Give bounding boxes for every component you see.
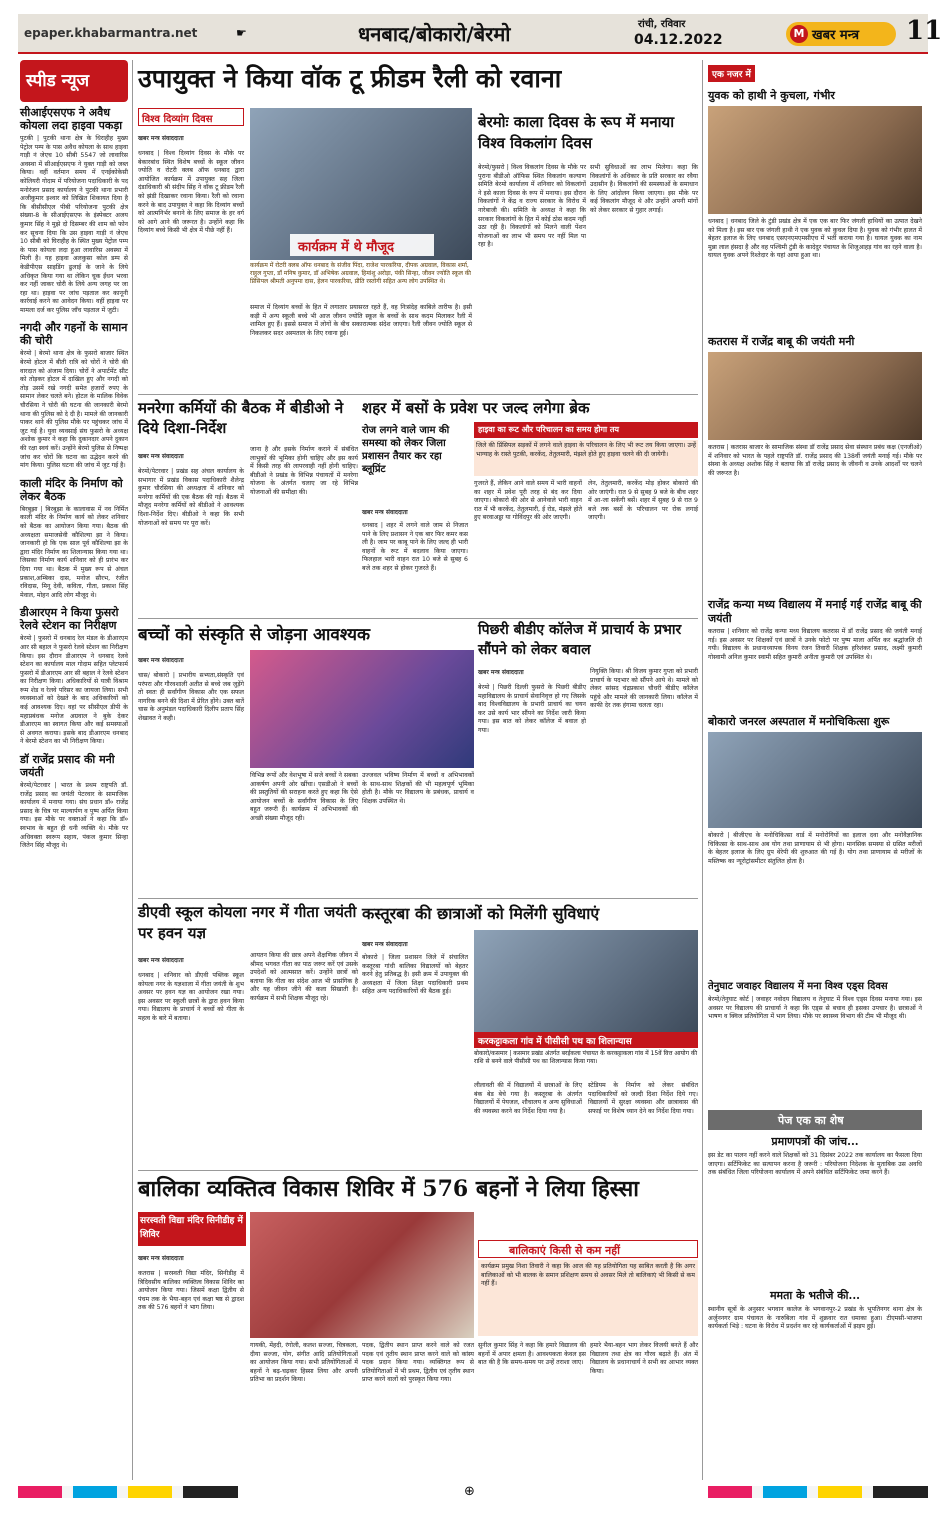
epaper-url[interactable]: epaper.khabarmantra.net [24,26,198,40]
kasturba-body-1: बोकारो | जिला प्रशासन जिले में संचालित कस्तूरबा गांधी बालिका विद्यालयों को बेहतर करने हेतु प्रतिबद्ध है। इसी क्रम में उपायुक्त की अध्यक्षता में जिला शिक्षा पदाधिकारी प्रथम सहित अन्य पदाधिकारियों की बैठक हुई। [362,954,468,996]
nazar-item-2-photo [708,352,922,440]
lead-tag [138,108,244,126]
speed-news-logo-text: स्पीड न्यूज [26,71,90,91]
kasturba-photo [474,930,698,1032]
lead-body-1: धनबाद | विश्व दिव्यांग दिवस के मौके पर बेकारबांध स्थित विशेष बच्चों के स्कूल जीवन ज्योति व रोटरी क्लब ऑफ धनबाद द्वारा आयोजित कार्यक्रम में उपायुक्त सह जिला दंडाधिकारी श्री संदीप सिंह ने वॉक टू फ्रीडम रैली को झंडी दिखाकर रवाना किया। रैली को रवाना करने के बाद उपायुक्त ने कहा कि दिव्यांग बच्चों को आत्मनिर्भर बनाने के लिए समाज के हर वर्ग को आगे आने की जरूरत है। उन्होंने कहा कि दिव्यांग बच्चे किसी भी क्षेत्र में पीछे नहीं हैं। [138,150,244,235]
bus-tag-text: हाइवा का रूट और परिचालन का समय होगा तय [478,425,620,434]
page-one-item-1-body: इस डेट का पालन नहीं करने वाले शिक्षकों को 31 दिसंबर 2022 तक कार्यालय का फैसला दिया जाएगा। सर्टिफिकेट का सत्यापन करना है जरूरी : परियोजना निदेशक के मुताबिक उस अवधि तक संबंधित जिला परियोजना कार्यालय में अपने संबंधित सर्टिफिकेट जमा करने हैं। [708,1152,922,1177]
brand-logo [786,22,896,46]
sanskriti-byline: खबर मन्त्र संवाददाता [138,657,184,664]
bus-bullet: रोज लगने वाले जाम की समस्या को लेकर जिला प्रशासन तैयार कर रहा ब्लूप्रिंट [362,425,450,475]
bus-byline: खबर मन्त्र संवाददाता [362,509,408,516]
sanskriti-photo [250,650,474,768]
shivir-byline: खबर मन्त्र संवाददाता [138,1255,184,1262]
bus-tag-body: जिले की प्रिंसिपल सड़कों में लगने वाले हाइवा के परिचालन के लिए भी रूट तय किया जाएगा। उन्हें भाग्याह के रास्ते पुटकी, करकेंद, तेतुलमारी, मंझले होते हुए हाइवा चलने की दी जायेगी। [474,440,698,476]
nazar-item-1-body: धनबाद | धनबाद जिले के टुंडी प्रखंड क्षेत्र में एक एक बार फिर जंगली हाथियों का उत्पात देखने को मिला है। इस बार एक जंगली हाथी ने एक युवक को कुचल दिया है। युवक को गंभीर हालत में बेहतर इलाज के लिए धनबाद एसएनएमएमसीएच में भर्ती कराया गया है। घायल युवक का नाम मुन्ना लाल हंसदा है और वह पश्चिमी टुंडी के कादेदुर पंचायत के शिजुआहड़ गांव का रहने वाला है। घायल युवक अपने रिश्तेदार के यहां आया हुआ था। [708,218,922,260]
kasturba-body-3: स्टेडियम के निर्माण को लेकर संबंधित पदाधिकारियों को जल्दी दिशा निर्देश दिये गए। विद्यालयों में सुरक्षा व्यवस्था और छात्रावास की सफाई पर विशेष ध्यान देने का निर्देश दिया गया। [588,1082,698,1115]
kasturba-photo-caption-title-text: करकट्टाकला गांव में पीसीसी पथ का शिलान्यास [478,1037,632,1047]
mgnrega-body-2: जाना है और इसके निर्माण कराने में संबंधित लाभुकों की भूमिका होनी चाहिए और इस कार्य में किसी तरह की लापरवाही नहीं होनी चाहिए। बीडीओ ने प्रखंड के विभिन्न पंचायतों में मनरेगा योजना के अंतर्गत चलाए जा रहे विभिन्न योजनाओं की समीक्षा की। [250,446,358,496]
nazar-item-5-body: बेरमो/तेनुघाट कोर्ट | जवाहर नवोदय विद्यालय व तेनुघाट में विश्व एड्स दिवस मनाया गया। इस अवसर पर विद्यालय की प्राचार्या ने कहा कि एड्स से बचाव ही इसका उपचार है। छात्राओं ने भाषण व क्विज प्रतियोगिता में भाग लिया। मौके पर स्वास्थ्य विभाग की टीम भी मौजूद थी। [708,996,922,1021]
city-day: रांची, रविवार [638,19,686,30]
footer-registration-bar [18,1484,928,1500]
speed-item-4-title: डीआरएम ने किया फुसरो रेलवे स्टेशन का निरीक्षण [20,606,119,633]
shivir-body-3: पदक, द्वितीय स्थान प्राप्त करने वाले को रजत पदक एवं तृतीय स्थान प्राप्त करने वाले को कांस्य पदक प्रदान किया गया। व्यक्तिगत रूप से प्रतियोगिताओं में भी प्रथम, द्वितीय एवं तृतीय स्थान प्राप्त करने वालों को पुरस्कृत किया गया। [362,1342,474,1384]
lead-body-2: समाज में दिव्यांग बच्चों के हित में लगातार प्रयासरत रहते हैं, वह निःसंदेह काबिले तारीफ है। इसी कड़ी में अन्य स्कूली बच्चे भी आज जीवन ज्योति स्कूल के बच्चों के साथ कदम मिलाकर रैली में शामिल हुए हैं। इससे समाज में लोगों के बीच सकारात्मक संदेश जाएगा। रैली जीवन ज्योति स्कूल से निकलकर सदर अस्पताल के लिए रवाना हुई। [250,304,472,337]
speed-news-logo [20,60,128,102]
registration-target-icon: ⊕ [464,1484,475,1499]
issue-date: 04.12.2022 [634,32,723,48]
bermo-disability-body-2: सभी सुविधाओं का लाभ मिलेगा। कहा कि विकलांगों के अधिकार के प्रति सरकार का रवैया उदासीन है। विकलांगों की समस्याओं के समाधान के लिए आंदोलन किया जाएगा। इस मौके पर कई विकलांग मौजूद थे और उन्होंने अपनी मांगों को लेकर सरकार से गुहार लगाई। [590,164,698,214]
section-divider [138,618,698,619]
shivir-tag-2-text: बालिकाएं किसी से कम नहीं [509,1244,620,1257]
lead-tag-text: विश्व दिव्यांग दिवस [142,114,213,125]
nazar-item-2-title: कतरास में राजेंद्र बाबू की जयंती मनी [708,335,855,348]
lead-photo [250,108,472,260]
edition-title: धनबाद/बोकारो/बेरमो [358,22,511,46]
mgnrega-headline: मनरेगा कर्मियों की बैठक में बीडीओ ने दिये दिशा-निर्देश [138,399,344,437]
cursor-icon: ☛ [236,26,247,40]
bermo-disability-headline: बेरमोः काला दिवस के रूप में मनाया विश्व विकलांग दिवस [478,113,675,152]
bus-body-1: धनबाद | शहर में लगने वाले जाम से निजात पाने के लिए प्रशासन ने एक बार फिर कमर कस ली है। जाम पर काबू पाने के लिए जल्द ही भारी वाहनों के रूट में बदलाव किया जाएगा। फिलहाल भारी वाहन रात 10 बजे से सुबह 6 बजे तक शहर से होकर गुजरते हैं। [362,522,468,572]
page-one-item-2-body: स्थानीय सूत्रों के अनुसार भगवान कालेज के भगवानपुर-2 प्रखंड के भूपतिनगर थाना क्षेत्र के अर्जुननगर ग्राम पंचायत के नारुबिला गांव में शुक्रवार रात धमाका हुआ। टीएमसी-भाजपा कार्यकर्ता भिड़े : घटना के विरोध में प्रदर्शन कर रहे कार्यकर्ताओं में झड़प हुई। [708,1306,922,1331]
nazar-item-4-photo [708,732,922,828]
section-divider [138,1170,698,1171]
kasturba-photo-caption-title [474,1032,698,1048]
kasturba-photo-caption: बोकारो/कसमार | कसमार प्रखंड अंतर्गत बरईकला पंचायत के करकट्टाकला गांव में 15वें वित्त आयोग की राशि से बनने वाले पीसीसी पथ का शिलान्यास किया गया। [474,1050,698,1065]
bus-tag [474,422,698,438]
nazar-item-3-body: कतरास | शनिवार को राजेंद्र कन्या मध्य विद्यालय कतरास में डॉ राजेंद्र प्रसाद की जयंती मनाई गई। इस अवसर पर शिक्षकों एवं छात्रों ने उनके फोटो पर पुष्प माला अर्पित कर श्रद्धांजलि दी गयी। विद्यालय के प्रधानाध्यापक विनय रंजन तिवारी शिक्षक हरिशंकर प्रसाद, लक्ष्मी कुमारी गोस्वामी अनिल कुमार स्वामी सहित कुमारी अनीता कुमारी एवं उपस्थित थे। [708,628,922,661]
kasturba-body-2: लीलावती की में विद्यालयों में छात्राओं के लिए बंक बेड बेचे गया है। कस्तूरबा के अंतर्गत विद्यालयों में पेयजल, शौचालय व अन्य सुविधाओं की व्यवस्था करने का निर्देश दिया गया है। [474,1082,582,1115]
speed-item-5-title: डॉ राजेंद्र प्रसाद की मनी जयंती [20,753,115,780]
shivir-photo [250,1212,474,1338]
nazar-item-4-body: बोकारो | बीजीएच के मनोचिकित्सा वार्ड में मनोरोगियों का इलाज दवा और मनोवैज्ञानिक चिकित्सा के साथ-साथ अब योग तथा प्राणायाम से भी होगा। मानसिक समस्या से ग्रसित मरीजों के बेहतर इलाज के लिए ग्रुप थेरेपी की शुरुआत की गई है। योग तथा प्राणायाम से मरीजों के मस्तिष्क का न्यूरोट्रांसमीटर संतुलित होता है। [708,832,922,865]
bus-headline: शहर में बसों के प्रवेश पर जल्द लगेगा ब्रेक [362,399,590,417]
speed-item-2-title: नगदी और गहनों के सामान की चोरी [20,321,128,348]
masthead [18,14,943,54]
section-divider [138,898,698,899]
page-one-label [708,1110,922,1130]
column-divider [702,60,703,1480]
nazar-item-5-title: तेनुघाट जवाहर विद्यालय में मना विश्व एड्स दिवस [708,981,888,992]
dav-body-2: आयतन किया की छात्र अपने शैक्षणिक जीवन में श्रीमद भगवत गीता का पाठ जरूर करें एवं उसके उपदेशों को आत्मसात करें। उन्होंने छात्रों को बताया कि गीता का संदेश आज भी प्रासंगिक है और यह जीवन जीने की कला सिखाती है। कार्यक्रम में सभी शिक्षक मौजूद रहे। [250,952,358,1002]
shivir-body-2: गायकी, मेंहदी, रंगोली, कलश सज्जा, चित्रकला, दीया सज्जा, योग, संगीत आदि प्रतियोगिताओं का आयोजन किया गया। सभी प्रतियोगिताओं में बहनों ने बढ़-चढ़कर हिस्सा लिया और अपनी प्रतिभा का प्रदर्शन किया। [250,1342,358,1384]
page-one-item-1-title: प्रमाणपत्रों की जांच... [771,1135,859,1148]
speed-item-1-body: पुटकी | पुटकी थाना क्षेत्र के धिराहीह मुख्य पेट्रोल पम्प के पास अवैध कोयला के साथ हाइवा गाड़ी नं जेएच 10 सीबी 5547 जो लावारिस अवस्था में सीआईएसएफ ने युक्त गाड़ी को जब्त किया। वहीं वर्तमान समय में एनईकोकेसी कोलियरी गोदाम में परियोजना पदाधिकारी के पद मनोरंजन प्रसाद कार्यालय ने पुटकी थाना प्रभारी अजीकुमार इश्वार को लिखित शिकायत दिया है कि बीसीसीएल पीबी परियोजना पुटकी क्षेत्र संख्या-8 के सीआईएसएफ के इंस्पेक्टर अजय कुमार सिंह ने मुझे दो दिसम्बर की शाम को फोन कर सूचना दिया कि उस हाइवा गाड़ी नं जेएच 10 सीबी को घिराहीह के स्थित मुख्य पेट्रोल पम्प के पास कोयला लदा हुआ लावारिस अवस्था में मिली है। यह हाइवा अलकुसा कोल डम्प से केडीपीएस साइडिंग ढुलाई के जाने के लिये अधिकृत किया गया था लेकिन चूक ईंधन भरवा कर नहीं जाकर चोरी के लिये अन्य जगह पर जा रहा था। हाइवा पर जांच पड़ताल कर कानूनी कार्रवाई करने का आवेदन किया। वहीं हाइवा पर मामला दर्ज कर पुलिस जाँच पड़ताल में जुटी। [20,135,128,314]
bdo-college-body-1: बेरमो | पिछरी दिल्ली फुसरो के पिछरी बीडीए महाविद्यालय के प्राचार्य सेवानिवृत्त हो गए जिसके बाद विश्वविद्यालय के प्रभारी प्राचार्य का चयन कर उसे कार्य भार सौंपने का निर्देश जारी किया गया। इस बात को लेकर कॉलेज में बवाल हो गया। [478,684,586,734]
shivir-tag [138,1212,246,1246]
shivir-headline: बालिका व्यक्तित्व विकास शिविर में 576 बहनों ने लिया हिस्सा [138,1176,640,1202]
page-number: 11 [906,16,943,46]
shivir-body-5: हमारे भैया-बहन भाग लेकर विजयी बनते हैं और विद्यालय तथा क्षेत्र का गौरव बढ़ाते हैं। अंत में विद्यालय के प्रधानाचार्य ने सभी का आभार व्यक्त किया। [590,1342,698,1375]
shivir-body-4: सुनील कुमार सिंह ने कहा कि हमारे विद्यालय की बहनों में अपार क्षमता है। आवश्यकता केवल इस बात की है कि समय-समय पर उन्हें तराशा जाए। [478,1342,586,1367]
bermo-disability-body-1: बेरमो/फुसरो | विश्व विकलांग दिवस के मौके पर पुराना बीडीओ ऑफिस स्थित विकलांग कल्याण समिति बेरमो कार्यालय में शनिवार को विकलांगों ने इसे काला दिवस के रूप में मनाया। इस दौरान विकलांगों ने केंद्र व राज्य सरकार के विरोध में नारेबाजी की। समिति के अध्यक्ष ने कहा कि सरकार विकलांगों के हित में कोई ठोस कदम नहीं उठा रही है। विकलांगों को मिलने वाली पेंशन योजनाओं का लाभ भी समय पर नहीं मिल पा रहा है। [478,164,586,249]
shivir-tag-text: सरस्वती विद्या मंदिर सिनीडीह में शिविर [140,1216,243,1240]
kasturba-headline: कस्तूरबा की छात्राओं को मिलेंगी सुविधाएं [362,904,600,923]
nazar-item-4-title: बोकारो जनरल अस्पताल में मनोचिकित्सा शुरू [708,715,890,728]
lead-photo-caption: कार्यक्रम में रोटरी क्लब ऑफ धनबाद के संजीव पिंदा, राजेश पारकरिया, दीपक अग्रवाल, विकास शर्मा, राहुल गुप्ता, डॉ मनिष कुमार, डॉ अभिषेक अग्रवाल, हिमांशु अरोड़ा, पंकी सिन्हा, जीवन ज्योति स्कूल की प्रिंसिपल श्रीमती अनुपमा दास, हेलन पारकरिया, प्रीति रस्तोगी सहित अन्य लोग उपस्थित थे। [250,262,471,285]
speed-news-column [20,106,128,1476]
speed-item-4-body: बेरमो | फुसरो में धनबाद रेल मंडल के डीआरएम आर सी बहाल ने फुसरो रेलवे स्टेशन का निरीक्षण किया। इस दौरान डीआरएम ने धनबाद रेलवे स्टेशन का कार्यालय माल गोदाम सहित प्लेटफार्म फुसरो में डीआरएम आर सी बहाल ने रेलवे स्टेशन का निरीक्षण किया। अधिकारियों से यात्री विश्राम रूम शेड व रेलवे परिसर का जायजा लिया। सभी व्यवस्थाओं को देखते के बाद अधिकारियों को कई आवश्यक दिए। वहां पर सीसीएल डीपी के महाप्रबंधक मनोज अग्रवाल ने बुके देकर डीआरएम का स्वागत किया और कई समस्याओं से अवगत कराया। इसके बाद डीआरएम धनबाद ने बेरमो स्टेशन का भी निरीक्षण किया। [20,635,128,746]
lead-byline: खबर मन्त्र संवाददाता [138,135,184,142]
bus-body-2: गुजरते हैं, लेकिन आने वाले समय में भारी वाहनों का शहर में प्रवेश पूरी तरह से बंद कर दिया जाएगा। बोकारो की ओर से आनेवाले भारी वाहन रात में भी करकेंद, तेतुलमारी, ई रोड, मंझले होते हुए बरवाअड्डा या गोविंदपुर की ओर जाएगी। [474,480,582,522]
sanskriti-body-3: उज्जवल भविष्य निर्माण में बच्चों व अभिभावकों के साथ-साथ शिक्षकों की भी महत्वपूर्ण भूमिका होती है। मौके पर विद्यालय के प्रबंधक, प्राचार्य व शिक्षक उपस्थित थे। [362,772,474,805]
kasturba-byline: खबर मन्त्र संवाददाता [362,941,408,948]
sanskriti-body-1: चास/ बोकारो | प्रभारीय सभ्यता,संस्कृति एवं परंपरा और गौरवशाली अतीत से बच्चे जब जुड़ेंगे तो स्वतः ही सर्वांगीण विकास और एक सफल नागरिक बनने की दिशा में प्रेरित होंगे। उक्त बातें चास के अनुमंडल पदाधिकारी दिलीप प्रताप सिंह शेखावत ने कही। [138,672,244,722]
brand-logo-icon: M [790,25,808,43]
bdo-college-body-2: नियुक्ति किया। श्री विजय कुमार गुप्ता को प्रभारी प्राचार्य के पदभार को सौंपने आये थे। मामले को लेकर सांसद चंद्रप्रकाश चौधरी बीडीए कॉलेज पहुंचे और मामले की जानकारी लिया। कॉलेज में काफी देर तक हंगामा चलता रहा। [590,668,698,710]
dav-body-1: धनबाद | शनिवार को डीएवी पब्लिक स्कूल कोयला नगर के यज्ञशाला में गीता जयंती के शुभ अवसर पर हवन यज्ञ का आयोजन रखा गया। इस अवसर पर स्कूली छात्रों के द्वारा हवन किया गया। विद्यालय के प्राचार्य ने बच्चों को गीता के महत्व के बारे में बताया। [138,972,244,1022]
photo-caption-overlay-text: कार्यक्रम में थे मौजूद [298,240,394,255]
mgnrega-byline: खबर मन्त्र संवाददाता [138,453,184,460]
shivir-body-1: कतरास | सरस्वती विद्या मंदिर, सिनीडीह में त्रिदिवसीय बालिका व्यक्तित्व विकास शिविर का आयोजन किया गया। जिसमें कक्षा द्वितीय से पंचम तक के भैया-बहन एवं कक्षा षष्ठ से द्वादश तक की 576 बहनों ने भाग लिया। [138,1270,244,1312]
brand-name: खबर मन्त्र [812,28,860,43]
speed-item-2-body: बेरमो | बेरमो थाना क्षेत्र के फुसरो बाजार स्थित बेरमो होटल में बीती रात्रि को चोरों ने चोरी की वारदात को अंजाम दिया। चोरों ने अपार्टमेंट सीट को तोड़कर होटल में दाखिल हुए और नगदी को तोड़ उसमें रखे नगदी समेत हजारों रुपए के सामान लेकर चलते बने। होटल के मालिक विवेक चौरसिया ने चोरी की घटना की जानकारी बेरमो थाना की पुलिस को दे दी है। मामले की जानकारी पाकर थाने की पुलिस मौके पर पहुंचकर जांच में जुट गई है। युवा व्यवसाई संघ फुसरो के अध्यक्ष अशोक कुमार ने कहा कि दुकानदार अपने दुकान की रक्षा स्वयं करें। उन्होंने बेरमो पुलिस से निष्पक्ष जांच कर चोरों कि घटना का उद्भेदन करने की मांग किया। पुलिस घटना की जांच में जुट गई है। [20,350,128,470]
bdo-college-headline: पिछरी बीडीए कॉलेज में प्राचार्य के प्रभार सौंपने को लेकर बवाल [478,622,682,658]
sanskriti-body-2: विभिन्न रूपों और वेशभूषा में सजे बच्चों ने सबका आकर्षण अपनी ओर खींचा। एसडीओ ने बच्चों की प्रस्तुतियों की सराहना करते हुए कहा कि ऐसे आयोजन बच्चों के सर्वांगीण विकास के लिए बहुत जरूरी हैं। कार्यक्रम में अभिभावकों की अच्छी संख्या मौजूद रही। [250,772,358,822]
nazar-item-1-photo [708,106,922,214]
speed-item-3-title: काली मंदिर के निर्माण को लेकर बैठक [20,476,123,503]
page-one-label-text: पेज एक का शेष [778,1114,844,1127]
nazar-label-text: एक नजर में [708,65,755,82]
dav-byline: खबर मन्त्र संवाददाता [138,957,184,964]
photo-caption-overlay [290,234,434,256]
section-divider [138,394,698,395]
speed-item-3-body: बिरबुझा | बिरबुझा के कालावास में नव निर्मित काली मंदिर के निर्माण कार्य को लेकर शनिवार को बैठक का आयोजन किया गया। बैठक की अध्यक्षता समाजसेवी कौशिल्या झा ने किया। जानकारी हो कि एक साल पूर्व कौशिल्या झा के द्वारा मंदिर निर्माण का शिलान्यास किया गया था। जिसका निर्माण कार्य शनिवार को ही प्रारंभ कर दिया गया था। बैठक में मुख्य रूप से अंचल प्रकाश,अम्बिका दास, मनोज सौरभ, रंजीत रविदास, मिनू देवी, कविता, गीता, प्रकाश सिंह मेवाल, मोहन आदि लोग मौजूद थे। [20,505,128,599]
registration-mark-right [708,1486,928,1498]
sanskriti-headline: बच्चों को संस्कृति से जोड़ना आवश्यक [138,625,371,645]
lead-headline: उपायुक्त ने किया वॉक टू फ्रीडम रैली को रवाना [138,64,562,93]
column-divider [132,60,133,1480]
bus-body-3: लेन, तेतुलमारी, करकेंद मोड़ होकर बोकारो की ओर जाएंगी। रात 9 से सुबह 9 बजे के बीच शहर में आ-जा सकेंगी बसें। शहर में सुबह 9 से रात 9 बजे तक बसों के परिचालन पर रोक लगाई जाएगी। [588,480,698,522]
speed-item-1-title: सीआईएसएफ ने अवैध कोयला लदा हाइवा पकड़ा [20,106,123,132]
shivir-tag-2-body: कार्यक्रम प्रमुख निशा तिवारी ने कहा कि आज की यह प्रतियोगिता यह साबित करती है कि अगर बालिकाओं को भी बालक के समान प्रशिक्षण समय से अवसर मिले तो बालिकाएं भी किसी से कम नहीं हैं। [478,1260,698,1336]
registration-mark-left [18,1486,238,1498]
nazar-item-2-body: कतरास | कतरास बाजार के सामाजिक संस्था डॉ राजेंद्र प्रसाद सेवा संस्थान प्रबंध कक्ष (एनजीओ) में शनिवार को भारत के पहले राष्ट्रपति डॉ. राजेंद्र प्रसाद की 138वीं जयंती मनाई गई। मौके पर संस्था के अध्यक्ष अशोक सिंह ने बताया कि डॉ राजेंद्र प्रसाद के जीवनी व उनके आदर्शों पर चलने की जरूरत है। [708,444,922,477]
nazar-item-3-title: राजेंद्र कन्या मध्य विद्यालय में मनाई गई राजेंद्र बाबू की जयंती [708,598,922,625]
dav-headline: डीएवी स्कूल कोयला नगर में गीता जयंती पर हवन यज्ञ [138,903,357,942]
page-one-item-2-title: ममता के भतीजे की... [769,1289,860,1302]
speed-item-5-body: बेरमो/पेटरवार | भारत के प्रथम राष्ट्रपति डॉ. राजेंद्र प्रसाद का जयंती पेटरवार के सामाजिक कार्यालय में मनाया गया। संघ प्रधान डॉ० राजेंद्र प्रसाद के चित्र पर माल्यार्पण व पुष्प अर्पित किया गया। इस मौके पर वक्ताओं ने कहा कि डॉ० स्वभाव के बहुत ही धनी व्यक्ति थे। मौके पर अधिवक्ता स्वरूप सहाय, पंकज कुमार सिन्हा जितेन सिंह मौजूद थे। [20,782,128,850]
nazar-item-1-title: युवक को हाथी ने कुचला, गंभीर [708,89,835,102]
shivir-tag-2 [478,1240,698,1258]
mgnrega-body-1: बेरमो/पेटरवार | प्रखंड सह अंचल कार्यालय के सभागार में प्रखंड विकास पदाधिकारी शैलेन्द्र कुमार चौरसिया की अध्यक्षता में शनिवार को मनरेगा कर्मियों की एक बैठक की गई। बैठक में मौजूद मनरेगा कर्मियों को बीडीओ ने आवश्यक दिशा-निर्देश दिए। बीडीओ ने कहा कि सभी योजनाओं को समय पर पूरा करें। [138,468,244,527]
bdo-college-byline: खबर मन्त्र संवाददाता [478,669,524,676]
nazar-label [708,62,828,80]
